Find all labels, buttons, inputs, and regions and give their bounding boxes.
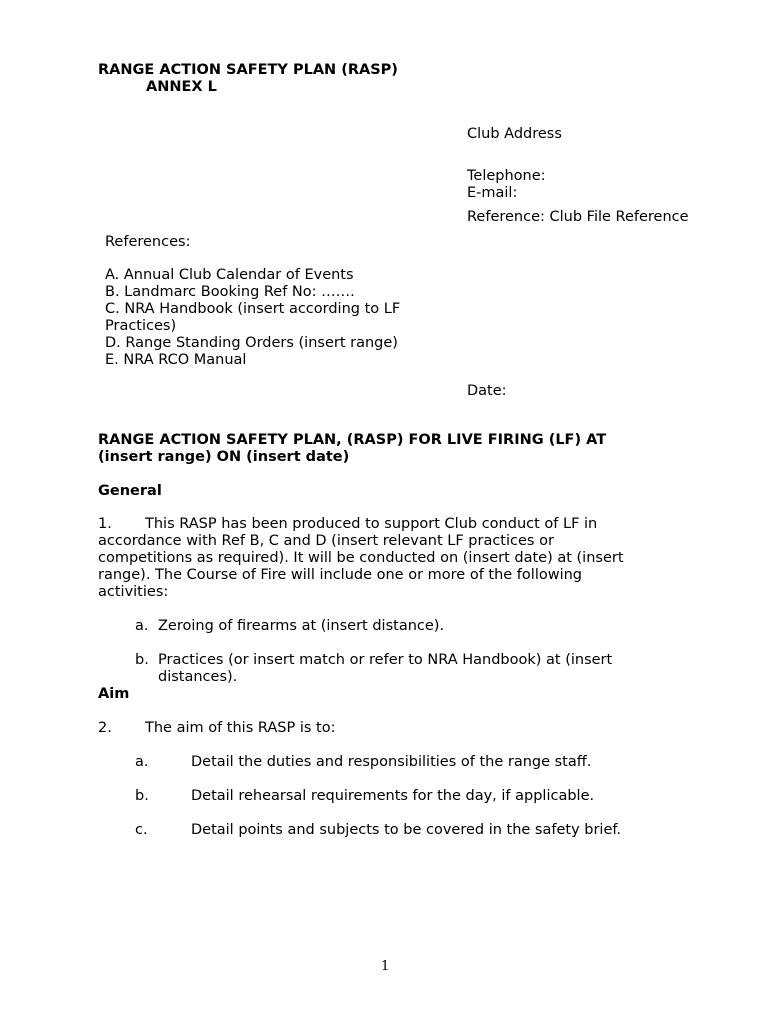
paragraph-line: competitions as required). It will be conducted on (insert date) at (insert [98,550,624,566]
annex-label: ANNEX L [146,79,217,95]
paragraph-number: 1. [98,516,112,532]
sub-item-label: a. [135,618,149,634]
main-title-line: (insert range) ON (insert date) [98,449,350,465]
references-heading: References: [105,234,191,250]
general-heading: General [98,483,162,499]
sub-item-text: Detail the duties and responsibilities of the range staff. [191,754,592,770]
reference-item: A. Annual Club Calendar of Events [105,267,354,283]
sub-item-text: Practices (or insert match or refer to NRA Handbook) at (insert [158,652,613,668]
paragraph-line: range). The Course of Fire will include one or more of the following [98,567,582,583]
paragraph-line: This RASP has been produced to support Club conduct of LF in [145,516,598,532]
reference-line: Reference: Club File Reference [467,209,689,225]
paragraph-number: 2. [98,720,112,736]
sub-item-text: Detail points and subjects to be covered in the safety brief. [191,822,622,838]
main-title-line: RANGE ACTION SAFETY PLAN, (RASP) FOR LIVE FIRING (LF) AT [98,432,607,448]
paragraph-line: accordance with Ref B, C and D (insert relevant LF practices or [98,533,554,549]
sub-item-label: b. [135,788,149,804]
telephone-label: Telephone: [467,168,546,184]
sub-item-text: Zeroing of firearms at (insert distance). [158,618,445,634]
paragraph-line: activities: [98,584,169,600]
sub-item-label: b. [135,652,149,668]
sub-item-text: distances). [158,669,238,685]
email-label: E-mail: [467,185,518,201]
reference-item: E. NRA RCO Manual [105,352,247,368]
reference-item: Practices) [105,318,177,334]
date-label: Date: [467,383,507,399]
document-title: RANGE ACTION SAFETY PLAN (RASP) [98,62,398,78]
paragraph-line: The aim of this RASP is to: [145,720,336,736]
reference-item: C. NRA Handbook (insert according to LF [105,301,401,317]
sub-item-label: c. [135,822,148,838]
reference-item: D. Range Standing Orders (insert range) [105,335,398,351]
sub-item-text: Detail rehearsal requirements for the day, if applicable. [191,788,595,804]
sub-item-label: a. [135,754,149,770]
club-address: Club Address [467,126,562,142]
aim-heading: Aim [98,686,130,702]
page-number: 1 [381,959,390,974]
reference-item: B. Landmarc Booking Ref No: ……. [105,284,355,300]
